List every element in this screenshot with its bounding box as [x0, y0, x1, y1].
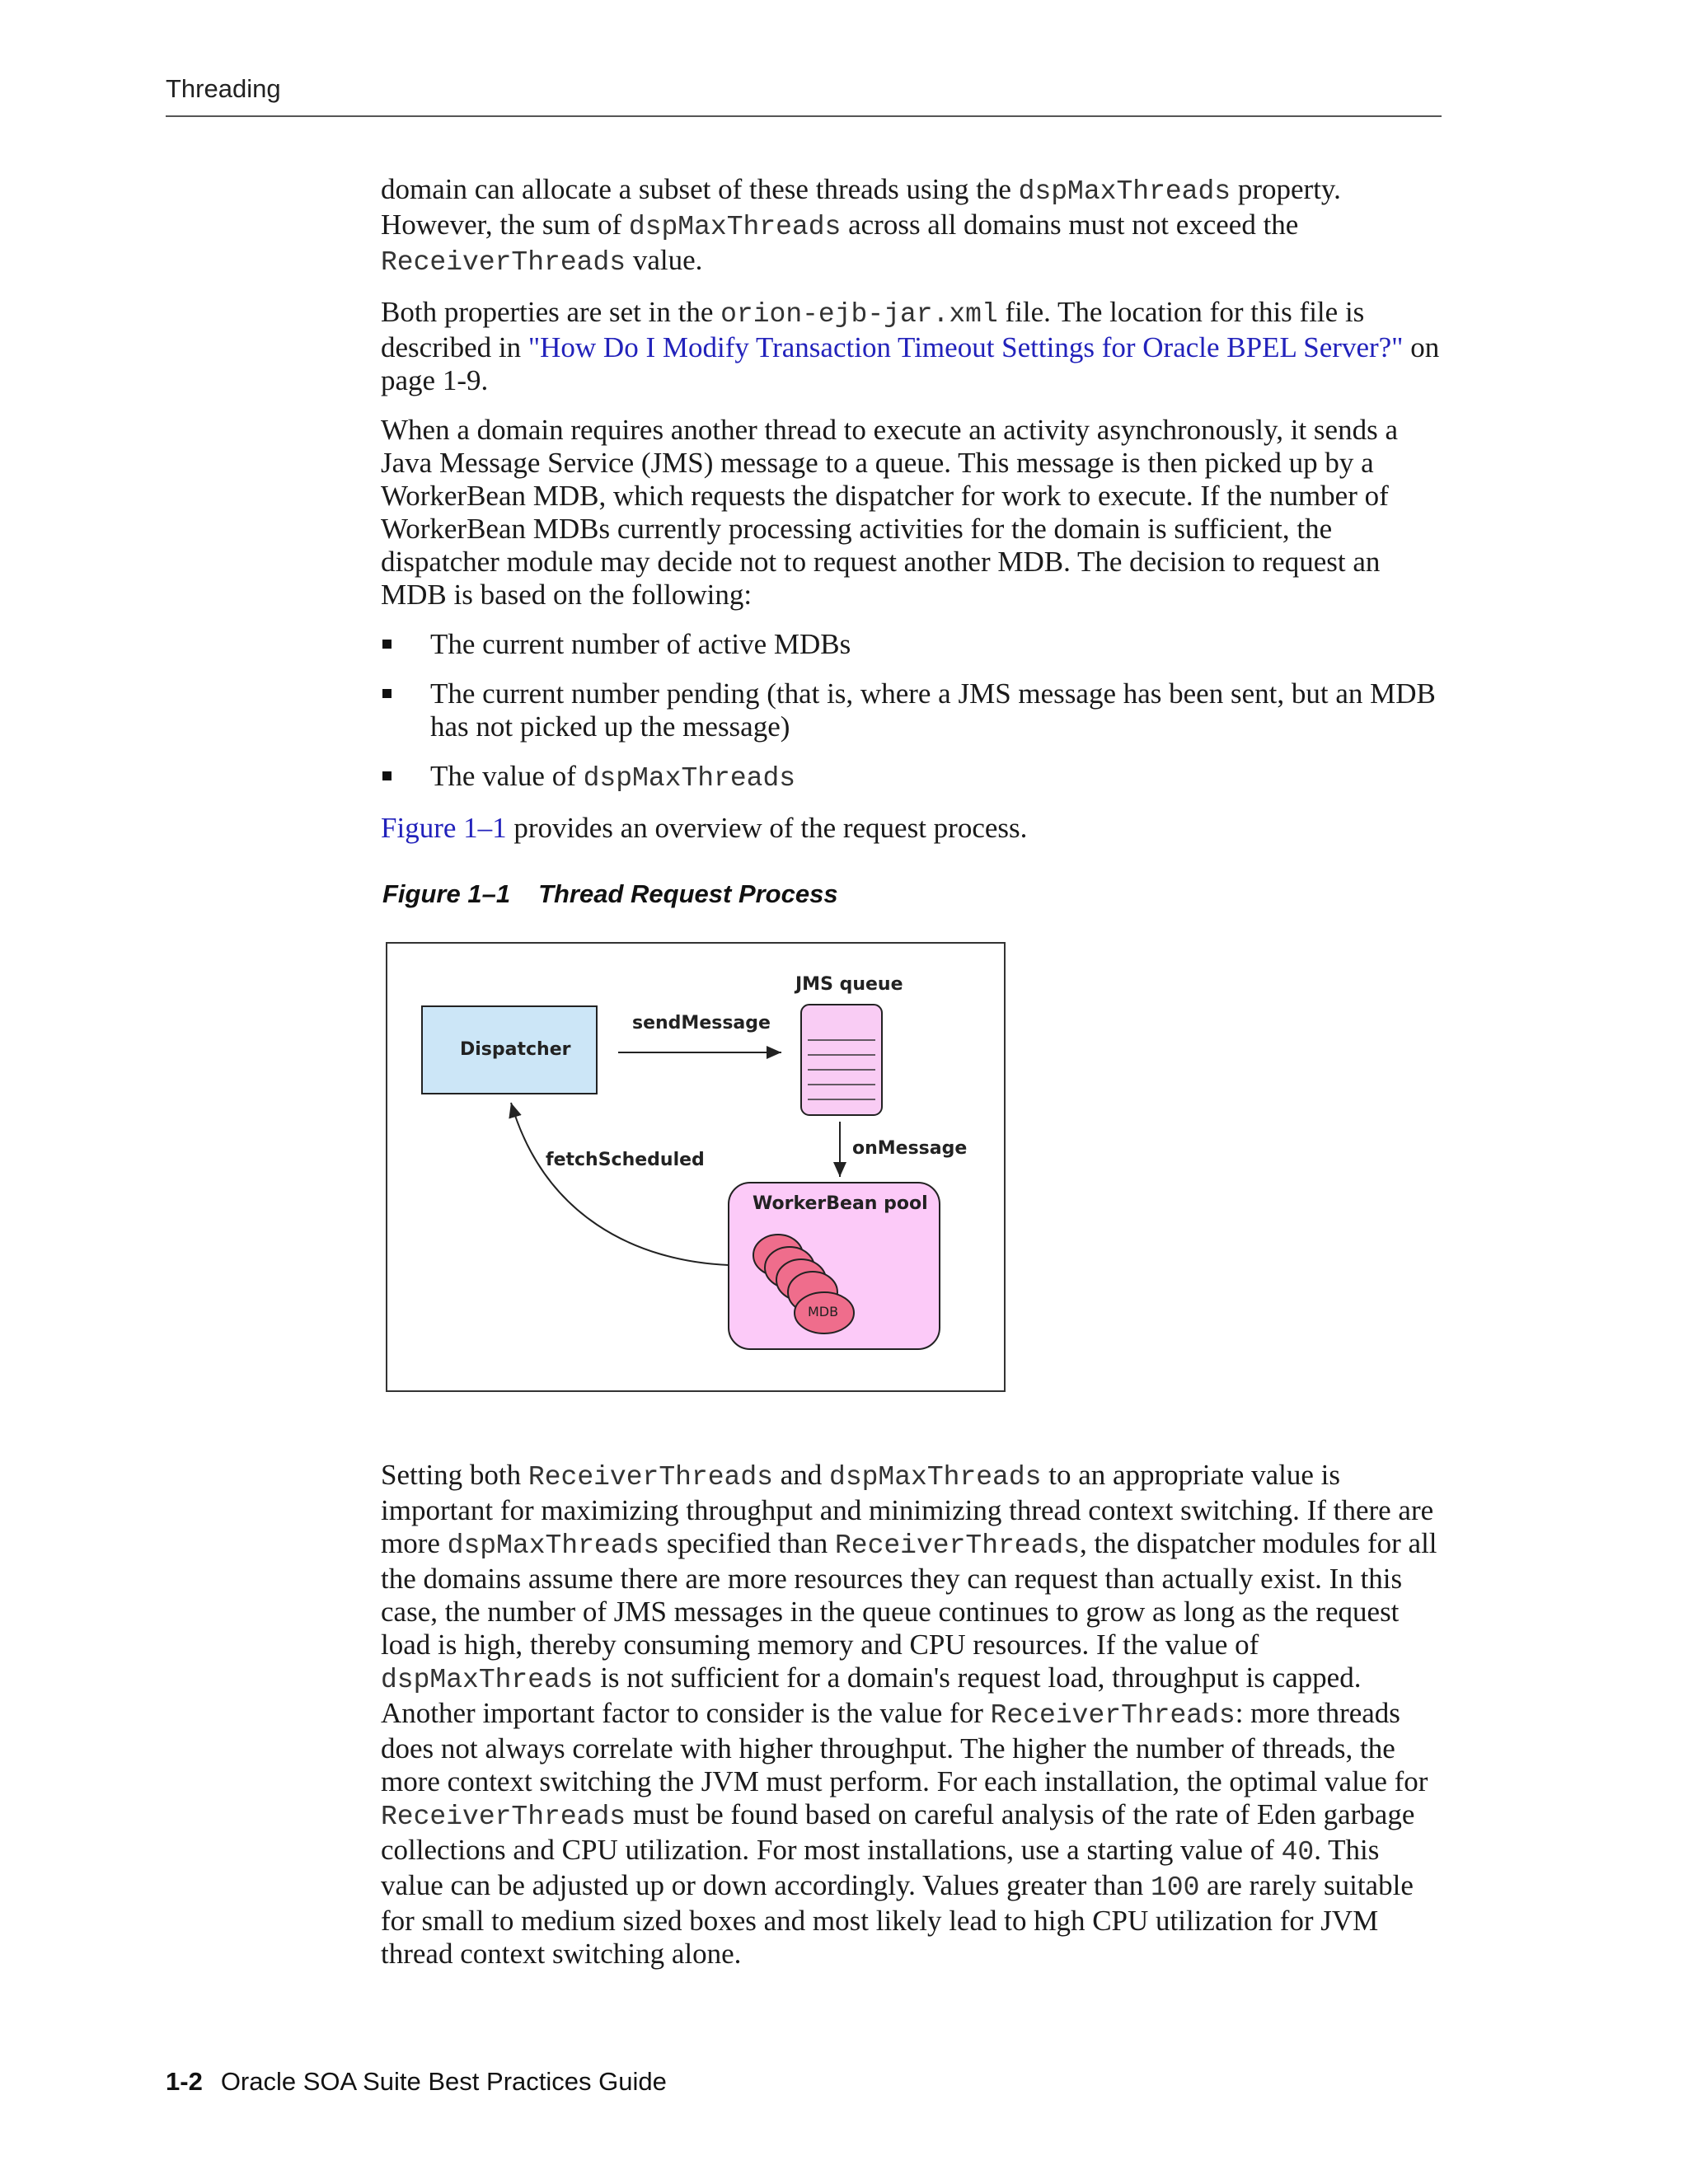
page-number: 1-2	[166, 2067, 203, 2096]
bullet-list	[381, 628, 1444, 795]
page-footer	[166, 2067, 667, 2097]
body-text-top	[381, 173, 1444, 861]
list-item: The current number pending (that is, where a JMS message has been sent, but an MDB has not picked up the message)	[381, 677, 1444, 743]
paragraph-4: Figure 1–1 provides an overview of the request process.	[381, 812, 1028, 844]
transaction-timeout-link[interactable]: "How Do I Modify Transaction Timeout Settings for Oracle BPEL Server?"	[528, 331, 1404, 363]
list-item: The value of dspMaxThreads	[381, 760, 1444, 795]
page-header-title: Threading	[166, 74, 281, 103]
figure-link[interactable]: Figure 1–1	[381, 812, 507, 844]
jms-queue-label: JMS queue	[795, 974, 903, 995]
bullet-square-icon	[382, 640, 392, 649]
paragraph-2: Both properties are set in the orion-ejb-jar.xml file. The location for this file is described in "How Do I Modify Transaction Timeout Settings for Oracle BPEL Server?" on page 1-9.	[381, 296, 1440, 396]
on-message-label: onMessage	[852, 1138, 968, 1159]
bullet-square-icon	[382, 771, 392, 780]
jms-queue-box	[801, 1005, 882, 1115]
workerbean-pool-label: WorkerBean pool	[753, 1193, 928, 1214]
figure-caption: Figure 1–1 Thread Request Process	[382, 879, 838, 908]
paragraph-1: domain can allocate a subset of these threads using the dspMaxThreads property. However, the sum of dspMaxThreads across all domains must not exceed the ReceiverThreads value.	[381, 173, 1341, 278]
list-item: The current number of active MDBs	[381, 628, 1444, 661]
mdb-label: MDB	[808, 1304, 839, 1319]
header-divider	[166, 115, 1442, 117]
body-text-bottom	[381, 1430, 1444, 1999]
fetch-scheduled-arrow	[511, 1103, 729, 1265]
fetch-scheduled-label: fetchScheduled	[546, 1150, 705, 1170]
paragraph-5: Setting both ReceiverThreads and dspMaxThreads to an appropriate value is important for maximizing throughput and minimizing thread context switching. If there are more dspMaxThreads specified than ReceiverThreads, the dispatcher modules for all the domains assume there are more resources they can request than actually exist. In this case, the number of JMS messages in the queue continues to grow as long as the request load is high, thereby consuming memory and CPU resources. If the value of dspMaxThreads is not sufficient for a domain's request load, throughput is capped. Another important factor to consider is the value for ReceiverThreads: more threads does not always correlate with higher throughput. The higher the number of threads, the more context switching the JVM must perform. For each installation, the optimal value for ReceiverThreads must be found based on careful analysis of the rate of Eden garbage collections and CPU utilization. For most installations, use a starting value of 40. This value can be adjusted up or down accordingly. Values greater than 100 are rarely suitable for small to medium sized boxes and most likely lead to high CPU utilization for JVM thread context switching alone.	[381, 1459, 1437, 1970]
dispatcher-label: Dispatcher	[460, 1039, 571, 1060]
bullet-square-icon	[382, 689, 392, 698]
paragraph-3: When a domain requires another thread to execute an activity asynchronously, it sends a Java Message Service (JMS) message to a queue. This message is then picked up by a WorkerBean MDB, which requests the dispatcher for work to execute. If the number of WorkerBean MDBs currently processing activities for the domain is sufficient, the dispatcher module may decide not to request another MDB. The decision to request an MDB is based on the following:	[381, 414, 1398, 611]
send-message-label: sendMessage	[632, 1013, 771, 1033]
book-title: Oracle SOA Suite Best Practices Guide	[220, 2067, 667, 2096]
thread-request-diagram	[386, 942, 1006, 1392]
